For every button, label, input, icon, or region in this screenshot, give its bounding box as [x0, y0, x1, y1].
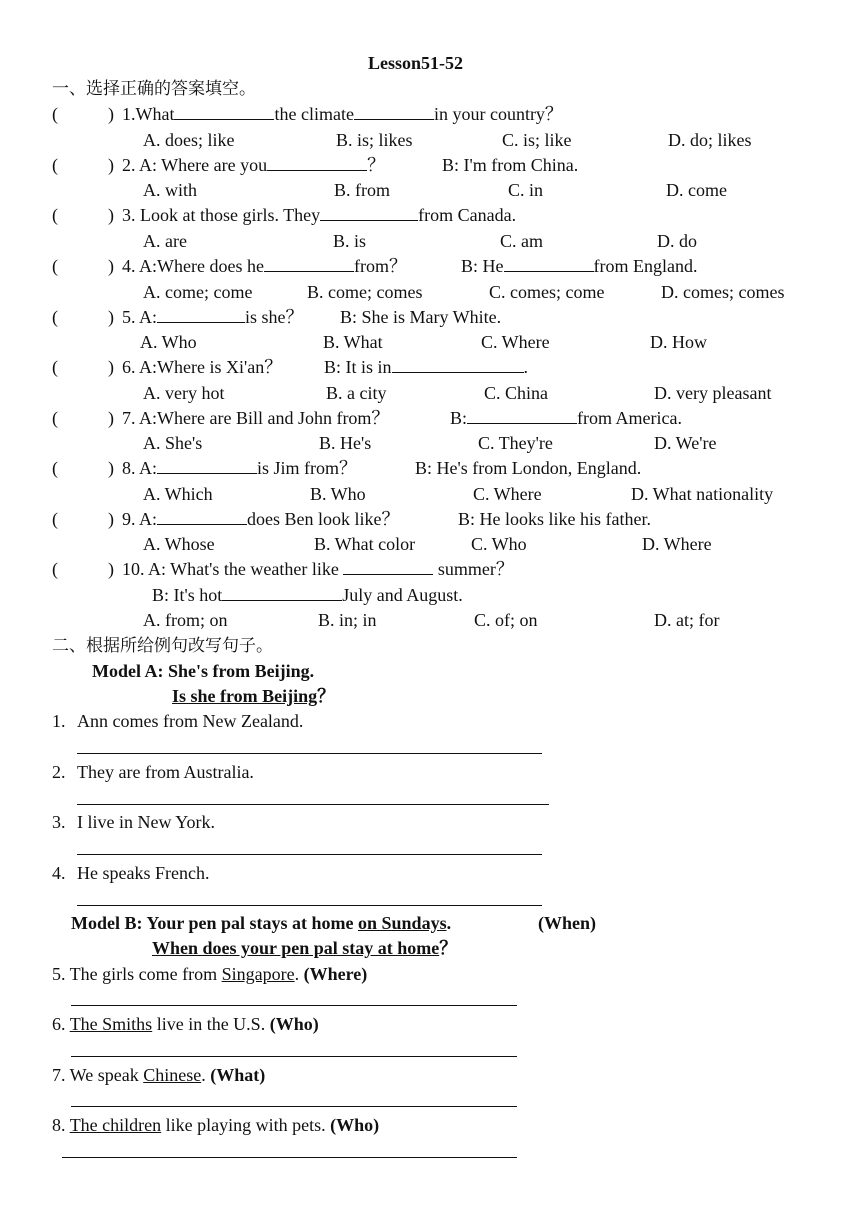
answer-paren-open: ( — [52, 256, 58, 276]
answer-blank — [157, 307, 245, 323]
answer-paren-close: ) — [108, 155, 114, 175]
question-stem-b: B: I'm from China. — [442, 155, 579, 175]
question-stem: 3. Look at those girls. They from Canada. — [122, 205, 517, 225]
option-b: B. in; in — [318, 610, 377, 630]
question-stem: 2. A: Where are you ？ — [122, 155, 386, 175]
answer-line — [71, 1005, 517, 1006]
option-a: A. with — [143, 180, 197, 200]
model-b-answer: When does your pen pal stay at home？ — [152, 938, 458, 958]
option-a: A. from; on — [143, 610, 228, 630]
question-stem-b: B: He from England. — [461, 256, 698, 276]
answer-blank — [392, 357, 524, 373]
option-b: B. come; comes — [307, 282, 423, 302]
question-stem: 4. A:Where does he from？ — [122, 256, 407, 276]
model-b-sentence: Model B: Your pen pal stays at home on Sundays. — [71, 913, 452, 933]
option-c: C. Who — [471, 534, 527, 554]
answer-line — [77, 854, 542, 855]
item-number: 1. — [52, 711, 66, 731]
option-a: A. Which — [143, 484, 213, 504]
option-b: B. is; likes — [336, 130, 413, 150]
option-a: A. Whose — [143, 534, 215, 554]
option-d: D. do — [657, 231, 697, 251]
answer-blank — [264, 256, 354, 272]
page-title: Lesson51-52 — [368, 53, 464, 73]
answer-paren-open: ( — [52, 155, 58, 175]
option-d: D. very pleasant — [654, 383, 772, 403]
answer-paren-close: ) — [108, 205, 114, 225]
option-d: D. do; likes — [668, 130, 752, 150]
item-number: 3. — [52, 812, 66, 832]
option-d: D. Where — [642, 534, 712, 554]
answer-blank — [157, 458, 257, 474]
answer-line — [77, 905, 542, 906]
answer-paren-open: ( — [52, 357, 58, 377]
option-d: D. come — [666, 180, 727, 200]
option-c: C. They're — [478, 433, 553, 453]
answer-line — [77, 753, 542, 754]
option-c: C. Where — [473, 484, 542, 504]
answer-paren-close: ) — [108, 357, 114, 377]
option-d: D. comes; comes — [661, 282, 785, 302]
answer-paren-open: ( — [52, 509, 58, 529]
model-a-sentence: Model A: She's from Beijing. — [92, 661, 315, 681]
question-stem-b: B: It is in . — [324, 357, 529, 377]
model-a-answer: Is she from Beijing？ — [172, 686, 336, 706]
item-sentence: He speaks French. — [77, 863, 210, 883]
option-c: C. of; on — [474, 610, 538, 630]
option-b: B. a city — [326, 383, 387, 403]
answer-paren-close: ) — [108, 307, 114, 327]
answer-paren-close: ) — [108, 458, 114, 478]
answer-paren-close: ) — [108, 104, 114, 124]
item-sentence: They are from Australia. — [77, 762, 254, 782]
item-sentence: 7. We speak Chinese. (What) — [52, 1065, 266, 1085]
answer-blank — [467, 408, 577, 424]
option-d: D. at; for — [654, 610, 720, 630]
option-a: A. does; like — [143, 130, 235, 150]
option-b: B. from — [334, 180, 390, 200]
option-c: C. am — [500, 231, 543, 251]
option-b: B. He's — [319, 433, 372, 453]
question-stem-b: B: She is Mary White. — [340, 307, 502, 327]
item-sentence: Ann comes from New Zealand. — [77, 711, 304, 731]
option-b: B. Who — [310, 484, 366, 504]
option-c: C. Where — [481, 332, 550, 352]
answer-blank — [504, 256, 594, 272]
answer-line — [62, 1157, 517, 1158]
option-d: D. How — [650, 332, 707, 352]
option-a: A. very hot — [143, 383, 225, 403]
answer-paren-close: ) — [108, 408, 114, 428]
option-c: C. comes; come — [489, 282, 605, 302]
item-number: 4. — [52, 863, 66, 883]
option-b: B. What color — [314, 534, 416, 554]
option-a: A. Who — [140, 332, 197, 352]
answer-paren-open: ( — [52, 408, 58, 428]
answer-paren-close: ) — [108, 256, 114, 276]
answer-line — [71, 1106, 517, 1107]
option-a: A. She's — [143, 433, 203, 453]
model-b-hint: (When) — [538, 913, 596, 933]
option-d: D. We're — [654, 433, 717, 453]
option-a: A. come; come — [143, 282, 253, 302]
question-stem-b: B: He's from London, England. — [415, 458, 642, 478]
question-stem: 6. A:Where is Xi'an？ — [122, 357, 283, 377]
question-stem-b: B: He looks like his father. — [458, 509, 651, 529]
question-stem-b: B: from America. — [450, 408, 682, 428]
item-sentence: I live in New York. — [77, 812, 215, 832]
option-c: C. is; like — [502, 130, 572, 150]
answer-blank — [174, 104, 274, 120]
item-sentence: 6. The Smiths live in the U.S. (Who) — [52, 1014, 319, 1034]
answer-paren-close: ) — [108, 509, 114, 529]
item-sentence: 8. The children like playing with pets. (Who) — [52, 1115, 380, 1135]
answer-paren-open: ( — [52, 205, 58, 225]
answer-blank — [267, 155, 367, 171]
option-d: D. What nationality — [631, 484, 774, 504]
answer-paren-close: ) — [108, 559, 114, 579]
answer-blank — [354, 104, 434, 120]
answer-blank — [157, 509, 247, 525]
answer-blank — [222, 585, 342, 601]
question-stem: 10. A: What's the weather like summer？ — [122, 559, 514, 579]
option-a: A. are — [143, 231, 187, 251]
answer-paren-open: ( — [52, 104, 58, 124]
answer-paren-open: ( — [52, 458, 58, 478]
answer-blank — [343, 559, 433, 575]
option-b: B. is — [333, 231, 367, 251]
item-number: 2. — [52, 762, 66, 782]
option-b: B. What — [323, 332, 383, 352]
item-sentence: 5. The girls come from Singapore. (Where) — [52, 964, 368, 984]
question-stem: 1.What the climate in your country？ — [122, 104, 563, 124]
question-stem: 9. A: does Ben look like？ — [122, 509, 400, 529]
section-2-heading: 二、根据所给例句改写句子。 — [52, 636, 273, 656]
question-stem: 5. A: is she？ — [122, 307, 304, 327]
section-1-heading: 一、选择正确的答案填空。 — [52, 79, 256, 99]
option-c: C. China — [484, 383, 549, 403]
answer-paren-open: ( — [52, 559, 58, 579]
answer-line — [77, 804, 549, 805]
question-stem-b: B: It's hot July and August. — [152, 585, 463, 605]
question-stem: 7. A:Where are Bill and John from？ — [122, 408, 390, 428]
option-c: C. in — [508, 180, 544, 200]
answer-line — [71, 1056, 517, 1057]
answer-blank — [320, 205, 418, 221]
answer-paren-open: ( — [52, 307, 58, 327]
question-stem: 8. A: is Jim from？ — [122, 458, 358, 478]
